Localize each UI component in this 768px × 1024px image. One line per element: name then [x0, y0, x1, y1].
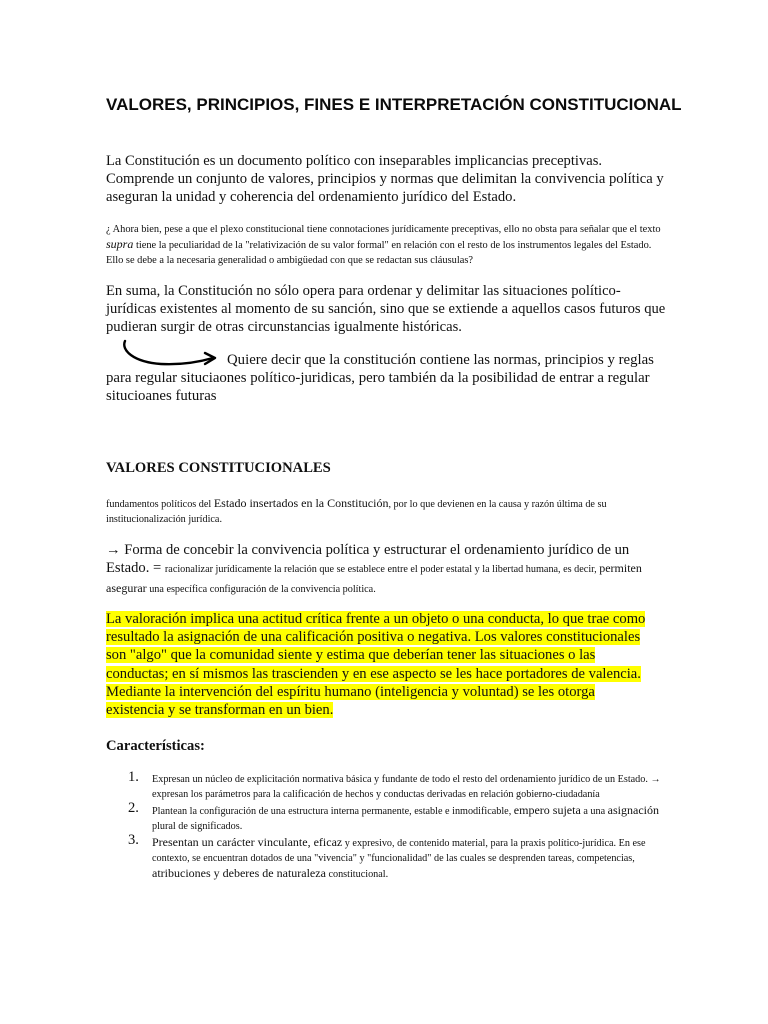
ahora-text-1: ¿ Ahora bien, pese a que el plexo constitucional tiene connotaciones jurídicamente preceptivas, ello no obsta para señalar que el texto	[106, 224, 661, 235]
list-number: 2.	[128, 800, 139, 816]
list-item-text-1: Plantean la configuración de una estructura interna permanente, estable e inmodificable,	[152, 806, 514, 817]
list-item-text-2: eficaz	[313, 835, 343, 849]
fundamentos-paragraph	[106, 496, 666, 527]
valoracion-paragraph	[106, 610, 646, 719]
list-number: 1.	[128, 769, 139, 785]
list-item-text-3: y expresivo, de contenido material, para la praxis político-jurídica. En ese contexto, se encuentran dotados de una "vivencia" y "funcionalidad" de las cuales se desprenden tareas, competencias,	[152, 838, 646, 864]
highlighted-text: La valoración implica una actitud crítica frente a un objeto o una conducta, lo que trae como resultado la asignación de una calificación positiva o negativa. Los valores constitucionales son "algo" que la comunidad siente y estima que deberían tener las situaciones o las conductas; en sí mismos las trascienden y en ese aspecto se les hace portadores de valencia. Mediante la intervención del espíritu humano (inteligencia y voluntad) se les otorga existencia y se transforman en un bien.	[106, 611, 646, 719]
forma-mid: permiten asegurar	[106, 561, 642, 595]
list-item-text-4: atribuciones y deberes de naturaleza	[152, 866, 326, 880]
list-item	[120, 769, 665, 802]
list-item-text-5: plural de significados.	[152, 821, 243, 832]
valores-heading: VALORES CONSTITUCIONALES	[106, 460, 331, 476]
list-item-text-1: Presentan un carácter vinculante,	[152, 835, 314, 849]
en-suma-paragraph: En suma, la Constitución no sólo opera para ordenar y delimitar las situaciones político-jurídicas existentes al momento de su sanción, sino que se extiende a aquellos casos futuros que pudieran surgir de otras circunstancias igualmente históricas.	[106, 283, 666, 335]
forma-small-1: racionalizar jurídicamente la relación que se establece entre el poder estatal y la libertad humana, es decir,	[164, 564, 600, 575]
fund-text-2: Estado insertados en la Constitución	[213, 496, 389, 510]
ahora-italic: supra	[106, 237, 134, 251]
ahora-paragraph	[106, 222, 666, 268]
forma-main: → Forma de concebir la convivencia política y estructurar el ordenamiento jurídico de un Estado. =	[106, 542, 630, 576]
list-item-text-2: empero sujeta	[513, 803, 581, 817]
forma-paragraph	[106, 541, 666, 599]
list-item-text: Expresan un núcleo de explicitación normativa básica y fundante de todo el resto del ordenamiento jurídico de un Estado. → expresan los parámetros para la calificación de hechos y conductas derivadas en relación gobierno-ciudadanía	[152, 774, 661, 800]
fund-text-1: fundamentos políticos del	[106, 499, 214, 510]
list-item	[120, 832, 665, 882]
caracteristicas-list	[120, 769, 665, 883]
list-number: 3.	[128, 832, 139, 848]
ahora-text-2: tiene la peculiaridad de la "relativización de su valor formal" en relación con el resto de los instrumentos legales del Estado. Ello se debe a la necesaria generalidad o ambigüedad con que se redactan sus cláusulas?	[106, 240, 652, 266]
list-item-text-4: asignación	[607, 803, 659, 817]
forma-small-2: una específica configuración de la convivencia política.	[146, 584, 376, 595]
quiere-decir-paragraph: Quiere decir que la constitución contiene las normas, principios y reglas para regular situciaones político-juridicas, pero también da la posibilidad de entrar a regular situcioanes futuras	[106, 352, 654, 404]
list-item-text-5: constitucional.	[325, 869, 389, 880]
document-title: VALORES, PRINCIPIOS, FINES E INTERPRETACIÓN CONSTITUCIONAL	[106, 95, 682, 114]
fund-text-3: , por lo que devienen en la causa y razón última de su institucionalización jurídica.	[106, 499, 607, 525]
intro-paragraph: La Constitución es un documento político con inseparables implicancias preceptivas. Comprende un conjunto de valores, principios y normas que delimitan la convivencia política y aseguran la unidad y coherencia del ordenamiento jurídico del Estado.	[106, 153, 664, 205]
list-item	[120, 800, 665, 834]
list-item-text-3: a una	[580, 806, 608, 817]
caracteristicas-heading: Características:	[106, 738, 205, 754]
